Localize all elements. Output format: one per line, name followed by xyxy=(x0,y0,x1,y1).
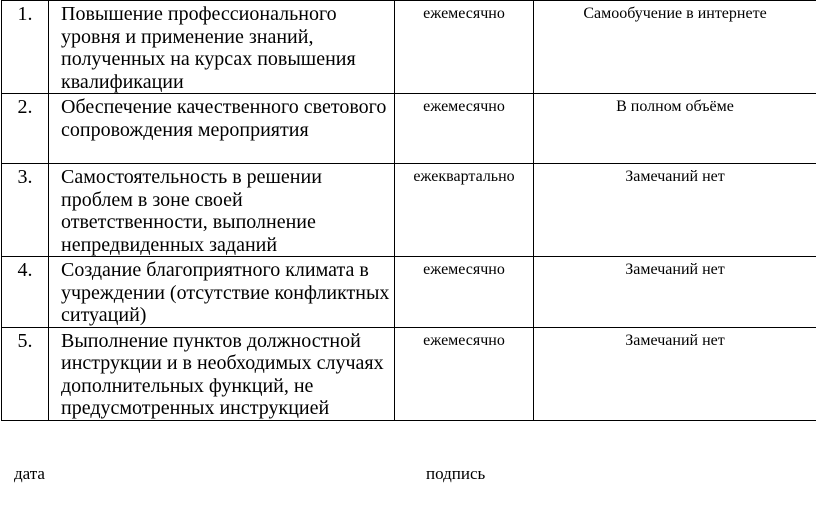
row-number: 4. xyxy=(2,257,49,328)
row-number: 2. xyxy=(2,94,49,164)
criterion-frequency: ежеквартально xyxy=(395,164,534,257)
criterion-description: Создание благоприятного климата в учреждении (отсутствие конфликтных ситуаций) xyxy=(49,257,395,328)
criterion-result: Замечаний нет xyxy=(534,164,816,257)
signature-label: подпись xyxy=(426,464,486,483)
criterion-result: В полном объёме xyxy=(534,94,816,164)
row-number: 3. xyxy=(2,164,49,257)
criterion-frequency: ежемесячно xyxy=(395,327,534,420)
table-row xyxy=(2,327,816,420)
date-label: дата xyxy=(14,464,45,483)
criterion-description: Обеспечение качественного светового сопровождения мероприятия xyxy=(49,94,395,164)
criterion-result: Замечаний нет xyxy=(534,327,816,420)
table-row xyxy=(2,164,816,257)
criterion-result: Замечаний нет xyxy=(534,257,816,328)
criterion-description: Самостоятельность в решении проблем в зоне своей ответственности, выполнение непредвиденных заданий xyxy=(49,164,395,257)
criterion-description: Выполнение пунктов должностной инструкции и в необходимых случаях дополнительных функций, не предусмотренных инструкцией xyxy=(49,327,395,420)
criterion-frequency: ежемесячно xyxy=(395,1,534,94)
table-row xyxy=(2,257,816,328)
criteria-table xyxy=(1,0,816,421)
row-number: 5. xyxy=(2,327,49,420)
table-row xyxy=(2,94,816,164)
criterion-result: Самообучение в интернете xyxy=(534,1,816,94)
row-number: 1. xyxy=(2,1,49,94)
table-row xyxy=(2,1,816,94)
criterion-frequency: ежемесячно xyxy=(395,94,534,164)
criterion-frequency: ежемесячно xyxy=(395,257,534,328)
criterion-description: Повышение профессионального уровня и применение знаний, полученных на курсах повышения квалификации xyxy=(49,1,395,94)
